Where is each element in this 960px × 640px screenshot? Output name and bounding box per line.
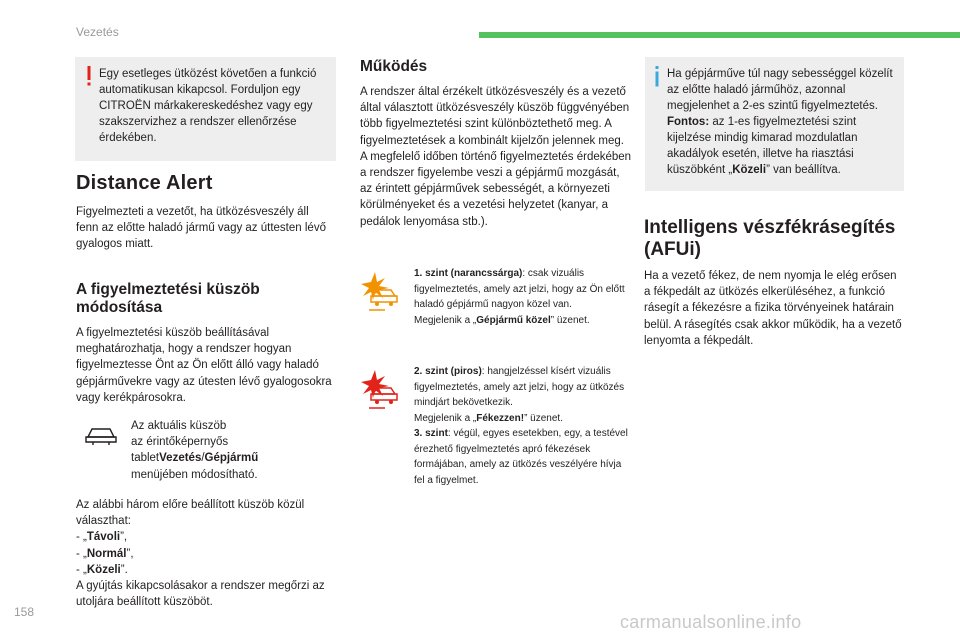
operation-title: Működés [360, 58, 428, 75]
tablet-note-line-3: tabletVezetés/Gépjármű [131, 452, 259, 465]
afui-title: Intelligens vészfékrásegítés (AFUi) [644, 217, 896, 260]
section-accent-bar [479, 32, 960, 38]
collision-alert-orange-icon [361, 270, 403, 314]
section-label: Vezetés [76, 25, 119, 39]
watermark: carmanualsonline.info [620, 612, 802, 632]
car-outline-icon [84, 423, 118, 447]
threshold-text: A figyelmeztetési küszöb beállításával meghatározhatja, hogy a rendszer hogyan figyelmeztesse Önt az Ön előtt álló vagy haladó gépjárművekre vagy az útesten lévő gyalogosokra vagy kerékpárosokra. [76, 327, 332, 404]
tablet-note-line-2: az érintőképernyős [131, 436, 229, 449]
option-near: - „Közeli”. [76, 563, 128, 576]
distance-alert-intro: Figyelmezteti a vezetőt, ha ütközésveszély áll fenn az előtte haladó jármű vagy az úttesten lévő gyalogos miatt. [76, 206, 326, 251]
info-icon [652, 64, 662, 88]
page-number: 158 [14, 605, 35, 619]
tablet-settings-note [131, 418, 331, 483]
threshold-footer: A gyújtás kikapcsolásakor a rendszer megőrzi az utoljára beállított küszöböt. [76, 580, 325, 609]
afui-text: Ha a vezető fékez, de nem nyomja le elég erősen a fékpedált az ütközés elkerüléséhez, a funkció rásegít a fékezésre a fizika törvényeinek határain belül. A rásegítés csak akkor működik, ha a vezető lenyomta a fékpedált. [644, 270, 902, 347]
collision-alert-red-icon [361, 368, 403, 412]
option-normal: - „Normál”, [76, 547, 134, 560]
info-text: Ha gépjárműve túl nagy sebességgel közelít az előtte haladó járműhöz, azonnal megjelenhet a 2-es szintű figyelmeztetés. Fontos: az 1-es figyelmeztetési szint kijelzése mindig kimarad mozdulatlan akadályok esetén, illetve ha riasztási küszöbként „Közeli” van beállítva. [667, 68, 893, 176]
distance-alert-title: Distance Alert [76, 172, 213, 194]
level-2-3-description: 2. szint (piros): hangjelzéssel kísért vizuális figyelmeztetés, amely azt jelzi, hogy az ütközés mindjárt bekövetkezik. Megjelenik a „Fékezzen!” üzenet. 3. szint: végül, egyes esetekben, egy, a testével érezhető figyelmeztetés apró fékezések formájában, amely az ütközés veszélyére hívja fel a figyelmet. [414, 366, 628, 486]
tablet-note-line-1: Az aktuális küszöb [131, 420, 227, 432]
warning-text: Egy esetleges ütközést követően a funkció automatikusan kikapcsol. Forduljon egy CITROËN márkakereskedéshez vagy egy szakszervizhez a rendszer ellenőrzése érdekében. [99, 68, 317, 144]
choice-intro: Az alábbi három előre beállított küszöb közül választhat: [76, 499, 305, 528]
operation-text: A rendszer által érzékelt ütközésveszély és a vezető által választott ütközésveszély küszöb függvényében több figyelmeztetési szint különböztethető meg. A figyelmeztetések a kombinált kijelzőn jelennek meg. A megfelelő időben történő figyelmeztetés érdekében a rendszer figyelembe veszi a gépjármű mozgását, az érintett gépjárművek sebességét, a környezeti körülményeket és a vezetési helyzetet (kanyar, a pedálok lenyomása stb.). [360, 86, 632, 228]
option-far: - „Távoli”, [76, 531, 128, 544]
level-1-description: 1. szint (narancssárga): csak vizuális figyelmeztetés, amely azt jelzi, hogy az Ön előtt haladó gépjármű nagyon közel van. Megjelenik a „Gépjármű közel” üzenet. [414, 268, 625, 326]
threshold-options [76, 497, 334, 610]
threshold-heading: A figyelmeztetési küszöb módosítása [76, 281, 260, 316]
tablet-note-line-4: menüjében módosítható. [131, 468, 258, 481]
exclamation-warning-icon [83, 64, 95, 88]
